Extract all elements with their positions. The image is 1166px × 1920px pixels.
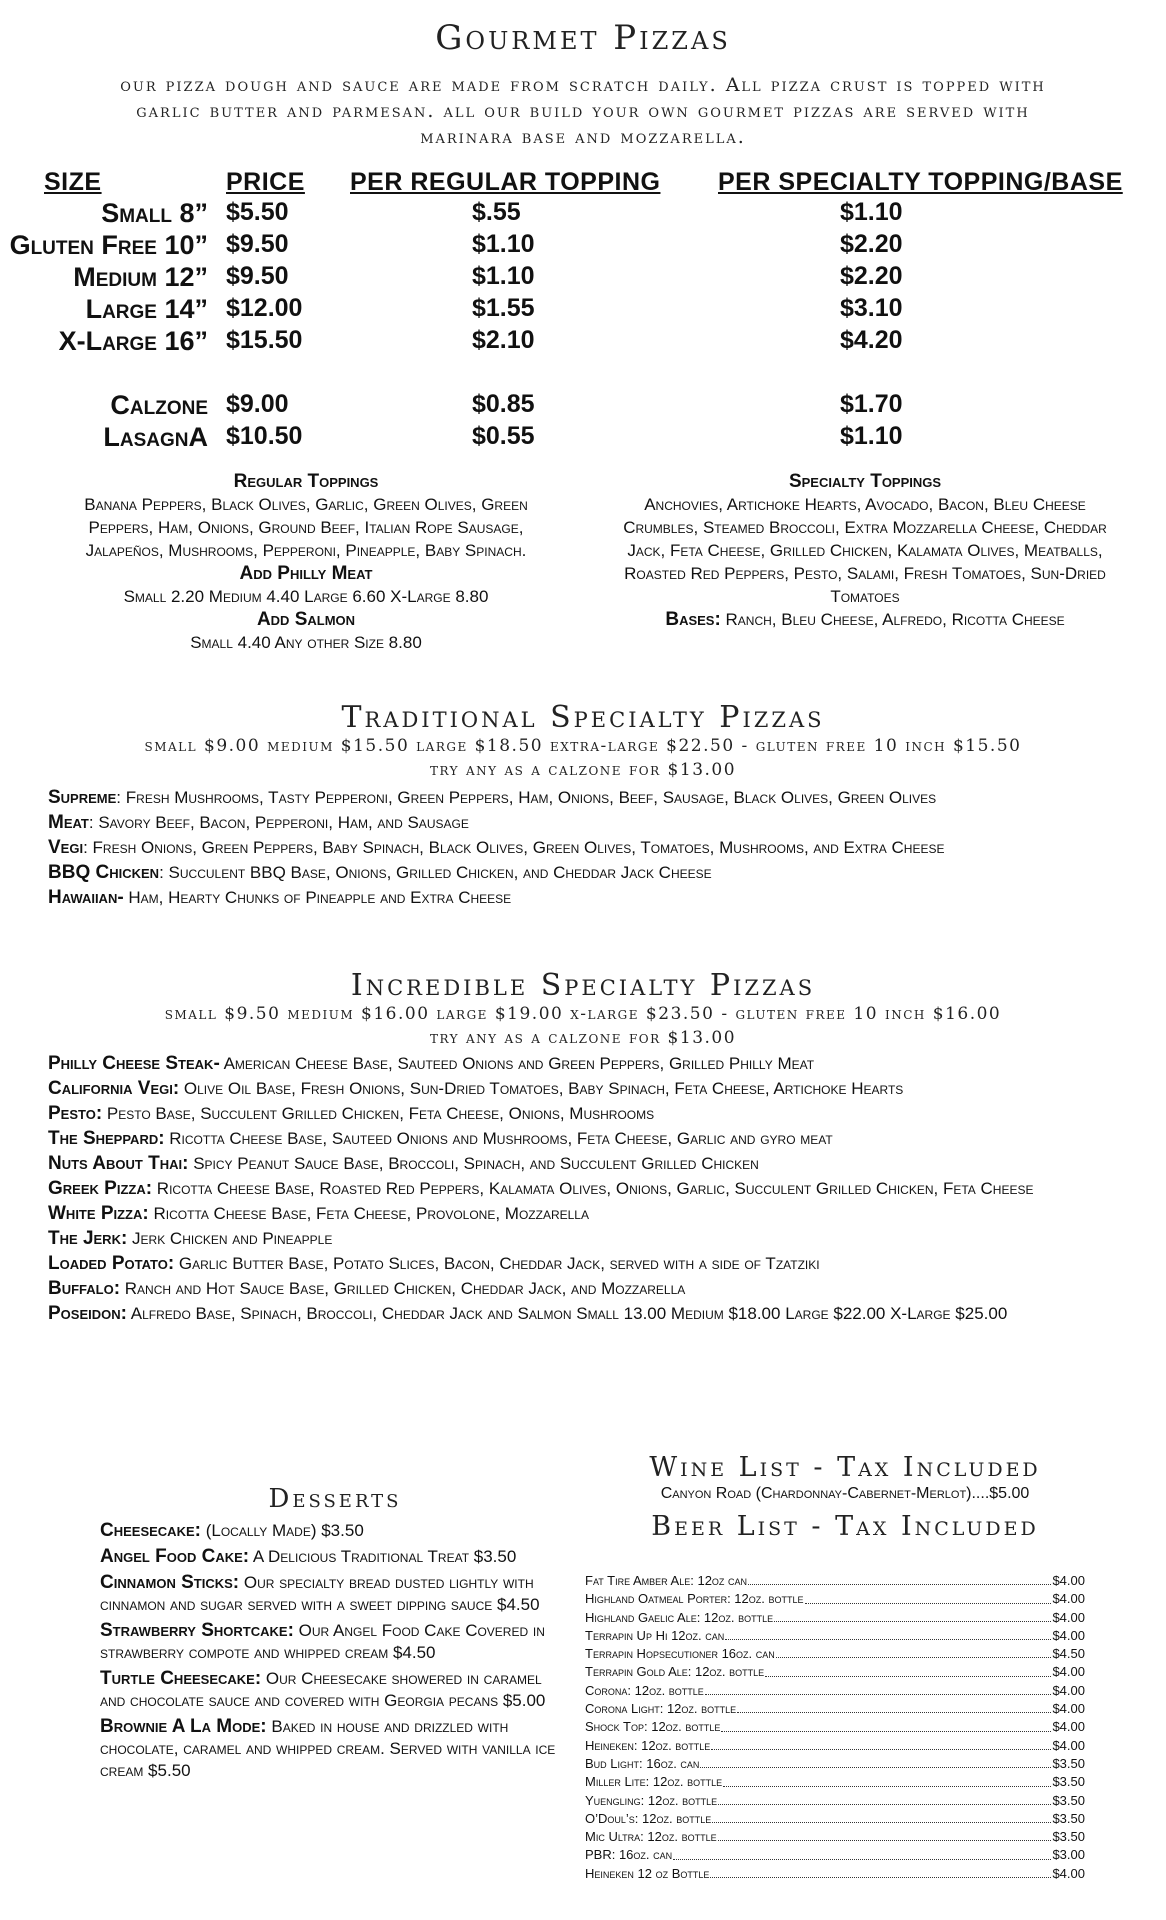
- beer-price: $4.00: [1052, 1591, 1085, 1607]
- dessert-description: Our Cheesecake showered in caramel and chocolate sauce and covered with Georgia pecans $5.00: [100, 1669, 546, 1710]
- desserts-section: [100, 1484, 570, 1786]
- beer-item: [585, 1627, 1085, 1645]
- pizza-description: Fresh Onions, Green Peppers, Baby Spinach, Black Olives, Green Olives, Tomatoes, Mushrooms, and Extra Cheese: [92, 838, 945, 857]
- dessert-name: Brownie A La Mode:: [100, 1716, 267, 1737]
- beer-item: [585, 1773, 1085, 1791]
- beer-item: [585, 1645, 1085, 1663]
- dot-leader: [725, 1627, 1051, 1640]
- beer-item: [585, 1846, 1085, 1864]
- beer-item: [585, 1810, 1085, 1828]
- beer-item: [585, 1792, 1085, 1810]
- size-label: Medium 12”: [73, 262, 208, 292]
- salmon-prices: Small 4.40 Any other Size 8.80: [190, 633, 422, 652]
- pizza-item: [48, 1152, 1088, 1175]
- pizza-item: [48, 811, 1088, 834]
- beer-item: [585, 1663, 1085, 1681]
- beer-item: [585, 1700, 1085, 1718]
- pizza-name: Buffalo:: [48, 1278, 121, 1299]
- specialty-toppings-title: Specialty Toppings: [788, 471, 942, 492]
- beer-name: Mic Ultra: 12oz. bottle: [585, 1829, 717, 1845]
- pizza-description: Succulent BBQ Base, Onions, Grilled Chicken, and Cheddar Jack Cheese: [168, 863, 712, 882]
- dessert-description: Our specialty bread dusted lightly with cinnamon and sugar served with a sweet dipping sauce $4.50: [100, 1573, 540, 1614]
- pizza-item: [48, 1252, 1088, 1275]
- traditional-prices: small $9.00 medium $15.50 large $18.50 extra-large $22.50 - gluten free 10 inch $15.50: [144, 736, 1022, 756]
- beer-title: Beer List - Tax Included: [651, 1511, 1039, 1542]
- bases-text: Ranch, Bleu Cheese, Alfredo, Ricotta Cheese: [725, 610, 1065, 629]
- traditional-title: Traditional Specialty Pizzas: [341, 700, 825, 735]
- beer-price: $4.00: [1052, 1701, 1085, 1717]
- specialty-topping-price: $1.10: [840, 198, 903, 226]
- size-label: Gluten Free 10”: [9, 230, 208, 260]
- beer-price: $4.00: [1052, 1719, 1085, 1735]
- base-price: $9.50: [226, 230, 289, 258]
- pizza-description: Ricotta Cheese Base, Roasted Red Peppers, Kalamata Olives, Onions, Garlic, Succulent Grilled Chicken, Feta Cheese: [156, 1179, 1034, 1198]
- pizza-item: [48, 1277, 1088, 1300]
- regular-topping-price: $0.85: [472, 390, 535, 418]
- header-price: PRICE: [226, 168, 305, 196]
- salmon-title: Add Salmon: [256, 609, 356, 630]
- traditional-items: [48, 786, 1088, 911]
- pizza-name: Pesto:: [48, 1103, 103, 1124]
- incredible-items: [48, 1052, 1088, 1327]
- specialty-topping-price: $2.20: [840, 262, 903, 290]
- pizza-name-sep: :: [88, 813, 94, 832]
- pizza-name: Greek Pizza:: [48, 1178, 153, 1199]
- beer-item: [585, 1572, 1085, 1590]
- size-label: Small 8”: [101, 198, 208, 228]
- specialty-toppings-section: [610, 470, 1120, 631]
- pizza-description: American Cheese Base, Sauteed Onions and Green Peppers, Grilled Philly Meat: [223, 1054, 815, 1073]
- pizza-item: [48, 1102, 1088, 1125]
- regular-topping-price: $2.10: [472, 326, 535, 354]
- beer-name: Heineken: 12oz. bottle: [585, 1737, 711, 1753]
- price-table-header: [0, 168, 1166, 198]
- specialty-topping-price: $3.10: [840, 294, 903, 322]
- pizza-name: White Pizza:: [48, 1203, 149, 1224]
- dot-leader: [776, 1645, 1052, 1658]
- philly-title: Add Philly Meat: [239, 563, 373, 584]
- header-size: SIZE: [44, 168, 102, 196]
- dot-leader: [673, 1846, 1051, 1859]
- beer-price: $3.50: [1052, 1829, 1085, 1845]
- beer-price: $3.00: [1052, 1847, 1085, 1863]
- beer-item: [585, 1737, 1085, 1755]
- pizza-name: Meat: [48, 812, 89, 833]
- base-price: $12.00: [226, 294, 303, 322]
- beer-item: [585, 1718, 1085, 1736]
- dessert-item: [100, 1546, 570, 1568]
- pizza-name: The Sheppard:: [48, 1128, 165, 1149]
- beer-name: Highland Gaelic Ale: 12oz. bottle: [585, 1609, 774, 1625]
- pizza-description: Ricotta Cheese Base, Feta Cheese, Provolone, Mozzarella: [153, 1204, 589, 1223]
- dot-leader: [721, 1718, 1051, 1731]
- bases-line: [610, 608, 1120, 631]
- regular-topping-price: $1.10: [472, 230, 535, 258]
- dessert-description: A Delicious Traditional Treat $3.50: [252, 1547, 517, 1566]
- regular-topping-price: $1.10: [472, 262, 535, 290]
- incredible-title: Incredible Specialty Pizzas: [350, 968, 816, 1003]
- specialty-topping-price: $1.70: [840, 390, 903, 418]
- base-price: $9.50: [226, 262, 289, 290]
- beer-name: Shock Top: 12oz. bottle: [585, 1719, 721, 1735]
- base-price: $10.50: [226, 422, 303, 450]
- dessert-description: (Locally Made) $3.50: [205, 1521, 364, 1540]
- beer-price: $3.50: [1052, 1755, 1085, 1771]
- pizza-description: Olive Oil Base, Fresh Onions, Sun-Dried Tomatoes, Baby Spinach, Feta Cheese, Artichoke Hearts: [183, 1079, 904, 1098]
- pizza-item: [48, 836, 1088, 859]
- pizza-item: [48, 1202, 1088, 1225]
- pizza-item: [48, 786, 1088, 809]
- spacer: [0, 358, 1166, 390]
- beer-name: Terrapin Gold Ale: 12oz. bottle: [585, 1664, 765, 1680]
- dot-leader: [710, 1865, 1051, 1878]
- beer-price: $4.00: [1052, 1865, 1085, 1881]
- dessert-item: [100, 1716, 570, 1782]
- intro-text: our pizza dough and sauce are made from scratch daily. All pizza crust is topped with garlic butter and parmesan. all our build your own gourmet pizzas are served with marinara base and mozzarella.: [120, 74, 1046, 148]
- beer-item: [585, 1865, 1085, 1883]
- price-table: [0, 168, 1166, 454]
- pizza-name: Nuts About Thai:: [48, 1153, 189, 1174]
- incredible-prices: small $9.50 medium $16.00 large $19.00 x-large $23.50 - gluten free 10 inch $16.00: [164, 1004, 1002, 1024]
- beer-list: [585, 1572, 1105, 1883]
- beer-name: Corona: 12oz. bottle: [585, 1682, 704, 1698]
- specialty-topping-price: $1.10: [840, 422, 903, 450]
- price-row: [0, 326, 1166, 358]
- page-title: Gourmet Pizzas: [435, 18, 731, 58]
- dessert-name: Angel Food Cake:: [100, 1546, 250, 1567]
- pizza-name: The Jerk:: [48, 1228, 128, 1249]
- dot-leader: [774, 1609, 1051, 1622]
- regular-toppings-title: Regular Toppings: [233, 471, 379, 492]
- traditional-calzone: try any as a calzone for $13.00: [429, 760, 737, 780]
- pizza-name: Loaded Potato:: [48, 1253, 175, 1274]
- specialty-topping-price: $2.20: [840, 230, 903, 258]
- pizza-item: [48, 861, 1088, 884]
- pizza-name: California Vegi:: [48, 1078, 180, 1099]
- regular-toppings-section: [50, 470, 562, 654]
- pizza-name-sep: :: [159, 863, 164, 882]
- pizza-name: Hawaiian-: [48, 887, 124, 908]
- beer-name: PBR: 16oz. can: [585, 1847, 673, 1863]
- pizza-description: Alfredo Base, Spinach, Broccoli, Cheddar Jack and Salmon Small 13.00 Medium $18.00 Large $22.00 X-Large $25.00: [130, 1304, 1008, 1323]
- pizza-item: [48, 1227, 1088, 1250]
- beer-price: $4.00: [1052, 1682, 1085, 1698]
- base-price: $5.50: [226, 198, 289, 226]
- beer-price: $4.00: [1052, 1737, 1085, 1753]
- dot-leader: [723, 1773, 1051, 1786]
- wine-title: Wine List - Tax Included: [649, 1452, 1041, 1483]
- dot-leader: [718, 1792, 1051, 1805]
- beer-name: Yuengling: 12oz. bottle: [585, 1792, 718, 1808]
- beer-price: $4.00: [1052, 1573, 1085, 1588]
- pizza-description: Fresh Mushrooms, Tasty Pepperoni, Green Peppers, Ham, Onions, Beef, Sausage, Black Olives, Green Olives: [125, 788, 937, 807]
- price-row: [0, 230, 1166, 262]
- beer-name: Terrapin Hopsecutioner 16oz. can: [585, 1646, 775, 1662]
- drinks-section: [585, 1452, 1105, 1883]
- pizza-item: [48, 1127, 1088, 1150]
- beer-item: [585, 1828, 1085, 1846]
- pizza-item: [48, 1302, 1088, 1325]
- dot-leader: [748, 1572, 1051, 1585]
- beer-name: O’Doul’s: 12oz. bottle: [585, 1810, 712, 1826]
- price-row: [0, 198, 1166, 230]
- dot-leader: [705, 1682, 1052, 1695]
- pizza-name-sep: :: [116, 788, 122, 807]
- dessert-name: Cinnamon Sticks:: [100, 1572, 240, 1593]
- specialty-toppings-list: Anchovies, Artichoke Hearts, Avocado, Bacon, Bleu Cheese Crumbles, Steamed Broccoli, Extra Mozzarella Cheese, Cheddar Jack, Feta Cheese, Grilled Chicken, Kalamata Olives, Meatballs, Roasted Red Peppers, Pesto, Salami, Fresh Tomatoes, Sun-Dried Tomatoes: [623, 495, 1107, 606]
- pizza-name: Vegi: [48, 837, 84, 858]
- desserts-title: Desserts: [268, 1484, 402, 1514]
- regular-toppings-list: Banana Peppers, Black Olives, Garlic, Green Olives, Green Peppers, Ham, Onions, Ground Beef, Italian Rope Sausage, Jalapeños, Mushrooms, Pepperoni, Pineapple, Baby Spinach.: [84, 495, 528, 560]
- pizza-item: [48, 886, 1088, 909]
- dessert-name: Cheesecake:: [100, 1520, 201, 1541]
- beer-name: Bud Light: 16oz. can: [585, 1755, 700, 1771]
- size-label: Calzone: [110, 390, 208, 420]
- pizza-item: [48, 1177, 1088, 1200]
- beer-price: $3.50: [1052, 1792, 1085, 1808]
- specialty-topping-price: $4.20: [840, 326, 903, 354]
- incredible-calzone: try any as a calzone for $13.00: [429, 1028, 737, 1048]
- pizza-name: Philly Cheese Steak-: [48, 1053, 220, 1074]
- beer-price: $4.00: [1052, 1609, 1085, 1625]
- bases-label: Bases:: [665, 609, 721, 630]
- price-row: [0, 422, 1166, 454]
- size-label: X-Large 16”: [58, 326, 208, 356]
- pizza-name-sep: :: [83, 838, 88, 857]
- beer-price: $4.00: [1052, 1664, 1085, 1680]
- regular-topping-price: $1.55: [472, 294, 535, 322]
- dessert-description: Baked in house and drizzled with chocolate, caramel and whipped cream. Served with vanilla ice cream $5.50: [100, 1717, 556, 1780]
- beer-name: Terrapin Up Hi 12oz. can: [585, 1627, 725, 1643]
- beer-item: [585, 1682, 1085, 1700]
- beer-item: [585, 1755, 1085, 1773]
- price-row: [0, 294, 1166, 326]
- header-regular-topping: PER REGULAR TOPPING: [350, 168, 661, 196]
- dot-leader: [765, 1663, 1051, 1676]
- beer-item: [585, 1609, 1085, 1627]
- pizza-description: Garlic Butter Base, Potato Slices, Bacon, Cheddar Jack, served with a side of Tzatziki: [178, 1254, 820, 1273]
- dot-leader: [711, 1737, 1051, 1750]
- dessert-item: [100, 1668, 570, 1712]
- beer-price: $4.00: [1052, 1627, 1085, 1643]
- beer-price: $3.50: [1052, 1810, 1085, 1826]
- dessert-item: [100, 1520, 570, 1542]
- pizza-name: Supreme: [48, 787, 117, 808]
- price-row: [0, 262, 1166, 294]
- beer-name: Highland Oatmeal Porter: 12oz. bottle: [585, 1591, 804, 1607]
- dessert-item: [100, 1572, 570, 1616]
- dot-leader: [718, 1828, 1052, 1841]
- beer-price: $3.50: [1052, 1774, 1085, 1790]
- pizza-description: Jerk Chicken and Pineapple: [132, 1229, 333, 1248]
- pizza-name: Poseidon:: [48, 1303, 127, 1324]
- size-label: LasagnA: [103, 422, 208, 452]
- philly-prices: Small 2.20 Medium 4.40 Large 6.60 X-Large 8.80: [123, 587, 489, 606]
- base-price: $9.00: [226, 390, 289, 418]
- dessert-item: [100, 1620, 570, 1664]
- dot-leader: [737, 1700, 1051, 1713]
- dessert-name: Turtle Cheesecake:: [100, 1668, 262, 1689]
- regular-topping-price: $0.55: [472, 422, 535, 450]
- pizza-name: BBQ Chicken: [48, 862, 160, 883]
- dessert-description: Our Angel Food Cake Covered in strawberry compote and whipped cream $4.50: [100, 1621, 545, 1662]
- beer-name: Miller Lite: 12oz. bottle: [585, 1774, 723, 1790]
- beer-name: Heineken 12 oz Bottle: [585, 1865, 710, 1881]
- wine-item: Canyon Road (Chardonnay-Cabernet-Merlot)....$5.00: [660, 1485, 1030, 1502]
- beer-price: $4.50: [1052, 1646, 1085, 1662]
- regular-topping-price: $.55: [472, 198, 521, 226]
- header-specialty-topping: PER SPECIALTY TOPPING/BASE: [718, 168, 1123, 196]
- beer-name: Corona Light: 12oz. bottle: [585, 1701, 737, 1717]
- pizza-description: Ricotta Cheese Base, Sauteed Onions and Mushrooms, Feta Cheese, Garlic and gyro meat: [169, 1129, 833, 1148]
- pizza-description: Ranch and Hot Sauce Base, Grilled Chicken, Cheddar Jack, and Mozzarella: [124, 1279, 686, 1298]
- price-row: [0, 390, 1166, 422]
- pizza-description: Savory Beef, Bacon, Pepperoni, Ham, and Sausage: [98, 813, 469, 832]
- pizza-item: [48, 1052, 1088, 1075]
- beer-item: [585, 1590, 1085, 1608]
- pizza-description: Ham, Hearty Chunks of Pineapple and Extra Cheese: [128, 888, 512, 907]
- pizza-description: Spicy Peanut Sauce Base, Broccoli, Spinach, and Succulent Grilled Chicken: [193, 1154, 759, 1173]
- pizza-description: Pesto Base, Succulent Grilled Chicken, Feta Cheese, Onions, Mushrooms: [106, 1104, 655, 1123]
- dot-leader: [805, 1590, 1052, 1603]
- dot-leader: [700, 1755, 1051, 1768]
- base-price: $15.50: [226, 326, 303, 354]
- size-label: Large 14”: [85, 294, 208, 324]
- dot-leader: [712, 1810, 1051, 1823]
- dessert-name: Strawberry Shortcake:: [100, 1620, 294, 1641]
- beer-name: Fat Tire Amber Ale: 12oz can: [585, 1573, 748, 1588]
- pizza-item: [48, 1077, 1088, 1100]
